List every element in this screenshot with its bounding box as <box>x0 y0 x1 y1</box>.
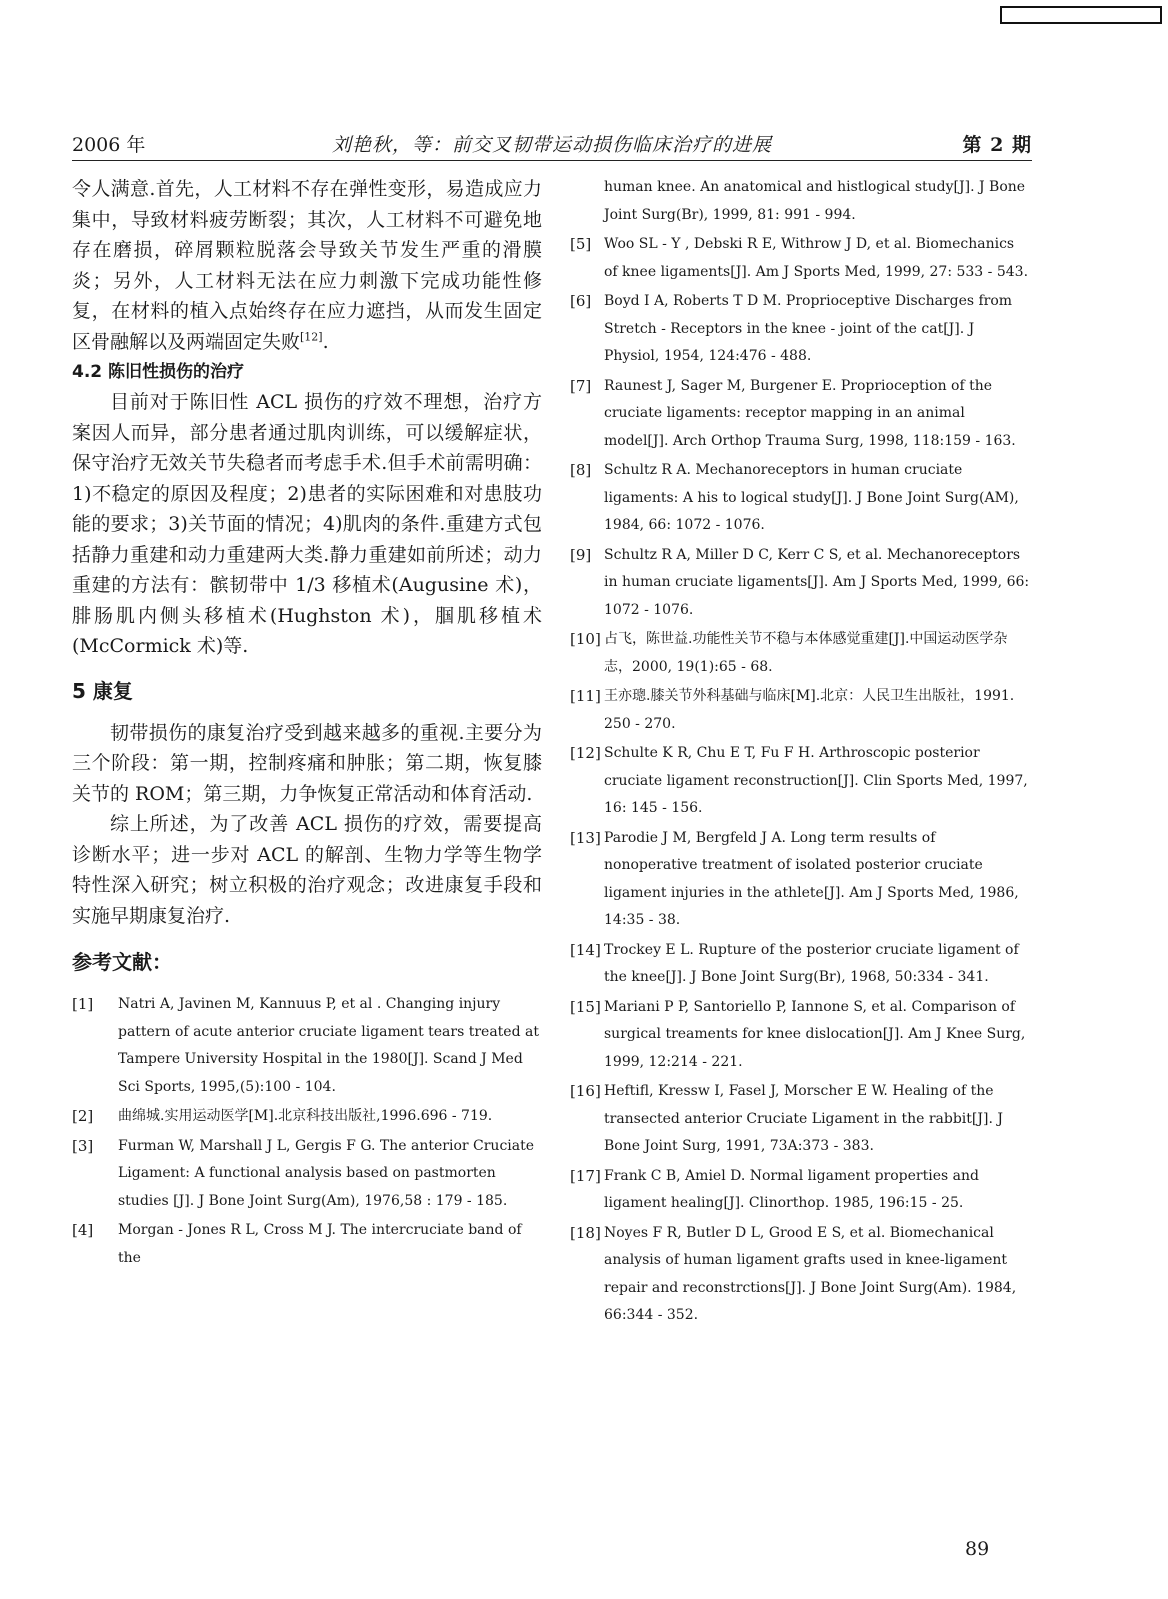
section-heading-4-2: 4.2 陈旧性损伤的治疗 <box>72 362 245 382</box>
reference-item: [14] Trockey E L. Rupture of the posterior cruciate ligament of the knee[J]. J Bone Joint Surg(Br), 1968, 50:334 - 341. <box>570 940 1019 985</box>
reference-item: [8] Schultz R A. Mechanoreceptors in human cruciate ligaments: A his to logical study[J]. J Bone Joint Surg(AM), 1984, 66: 1072 - 1076. <box>570 461 1019 533</box>
reference-item: [3] Furman W, Marshall J L, Gergis F G. The anterior Cruciate Ligament: A functional analysis based on pastmorten studies [J]. J Bone Joint Surg(Am), 1976,58 : 179 - 185. <box>72 1136 535 1209</box>
section-heading-5: 5 康复 <box>72 678 133 703</box>
header-year: 2006 年 <box>72 134 146 156</box>
reference-item: [5] Woo SL - Y , Debski R E, Withrow J D, et al. Biomechanics of knee ligaments[J]. Am J Sports Med, 1999, 27: 533 - 543. <box>570 235 1029 280</box>
reference-item: [13] Parodie J M, Bergfeld J A. Long term results of nonoperative treatment of isolated posterior cruciate ligament injuries in the athlete[J]. Am J Sports Med, 1986, 14:35 - 38. <box>570 828 1019 928</box>
citation: [12] <box>300 330 323 344</box>
reference-item: [17] Frank C B, Amiel D. Normal ligament properties and ligament healing[J]. Clinorthop. 1985, 196:15 - 25. <box>570 1166 979 1211</box>
reference-item: [11] 王亦璁.膝关节外科基础与临床[M].北京：人民卫生出版社，1991. 250 - 270. <box>570 687 1015 732</box>
reference-item: [16] Heftifl, Kressw I, Fasel J, Morscher E W. Healing of the transected anterior Cruciate Ligament in the rabbit[J]. J Bone Joint Surg, 1991, 73A:373 - 383. <box>570 1082 1003 1154</box>
reference-item: [1] Natri A, Javinen M, Kannuus P, et al . Changing injury pattern of acute anterior cruciate ligament tears treated at Tampere University Hospital in the 1980[J]. Scand J Med Sci Sports, 1995,(5):100 - 104. <box>72 995 539 1095</box>
reference-item: [4] Morgan - Jones R L, Cross M J. The intercruciate band of the <box>72 1221 522 1266</box>
reference-item: [6] Boyd I A, Roberts T D M. Proprioceptive Discharges from Stretch - Receptors in the knee - joint of the cat[J]. J Physiol, 1954, 124:476 - 488. <box>570 292 1013 364</box>
paragraph-summary: 综上所述，为了改善 ACL 损伤的疗效，需要提高诊断水平；进一步对 ACL 的解剖、生物力学等生物学特性深入研究；树立积极的治疗观念；改进康复手段和实施早期康复治疗. <box>72 813 542 927</box>
corner-box <box>1000 6 1162 24</box>
paragraph-chronic-injury: 目前对于陈旧性 ACL 损伤的疗效不理想，治疗方案因人而异，部分患者通过肌肉训练，可以缓解症状，保守治疗无效关节失稳者而考虑手术.但手术前需明确：1)不稳定的原因及程度；2)患者的实际困难和对患肢功能的要求；3)关节面的情况；4)肌肉的条件.重建方式包括静力重建和动力重建两大类.静力重建如前所述；动力重建的方法有：髌韧带中 1/3 移植术(Augusine 术)，腓肠肌内侧头移植术(Hughston 术)，腘肌移植术(McCormick 术)等. <box>72 391 542 657</box>
running-header <box>72 128 1032 161</box>
reference-item: [9] Schultz R A, Miller D C, Kerr C S, et al. Mechanoreceptors in human cruciate ligaments[J]. Am J Sports Med, 1999, 66: 1072 - 1076. <box>570 545 1030 618</box>
header-issue: 第 2 期 <box>962 134 1032 156</box>
reference-item: [12] Schulte K R, Chu E T, Fu F H. Arthroscopic posterior cruciate ligament reconstruction[J]. Clin Sports Med, 1997, 16: 145 - 156. <box>570 744 1028 816</box>
reference-item: [18] Noyes F R, Butler D L, Grood E S, et al. Biomechanical analysis of human ligament grafts used in knee-ligament repair and reconstrctions[J]. J Bone Joint Surg(Am). 1984, 66:344 - 352. <box>570 1223 1017 1323</box>
reference-item: [2] 曲绵城.实用运动医学[M].北京科技出版社,1996.696 - 719. <box>72 1107 493 1125</box>
reference-list-right <box>570 231 1032 1330</box>
reference-list-left <box>72 991 542 1272</box>
left-column <box>72 174 542 1274</box>
header-title: 刘艳秋，等：前交叉韧带运动损伤临床治疗的进展 <box>331 134 772 156</box>
paragraph-synthetic-materials: 令人满意.首先，人工材料不存在弹性变形，易造成应力集中，导致材料疲劳断裂；其次，人工材料不可避免地存在磨损，碎屑颗粒脱落会导致关节发生严重的滑膜炎；另外，人工材料无法在应力刺激下完成功能性修复，在材料的植入点始终存在应力遮挡，从而发生固定区骨融解以及两端固定失败[12]. <box>72 178 542 353</box>
reference-item: [10] 占飞，陈世益.功能性关节不稳与本体感觉重建[J].中国运动医学杂志，2000, 19(1):65 - 68. <box>570 630 1008 675</box>
reference-continuation: human knee. An anatomical and histlogical study[J]. J Bone Joint Surg(Br), 1999, 81: 991 - 994. <box>604 179 1026 223</box>
reference-item: [15] Mariani P P, Santoriello P, Iannone S, et al. Comparison of surgical treaments for knee dislocation[J]. Am J Knee Surg, 1999, 12:214 - 221. <box>570 997 1026 1070</box>
references-heading: 参考文献： <box>72 950 172 974</box>
reference-item: [7] Raunest J, Sager M, Burgener E. Proprioception of the cruciate ligaments: receptor mapping in an animal model[J]. Arch Orthop Trauma Surg, 1998, 118:159 - 163. <box>570 376 1016 449</box>
page-number: 89 <box>965 1538 990 1560</box>
right-column <box>570 174 1032 1332</box>
paragraph-rehab: 韧带损伤的康复治疗受到越来越多的重视.主要分为三个阶段：第一期，控制疼痛和肿胀；第二期，恢复膝关节的 ROM；第三期，力争恢复正常活动和体育活动. <box>72 721 542 805</box>
